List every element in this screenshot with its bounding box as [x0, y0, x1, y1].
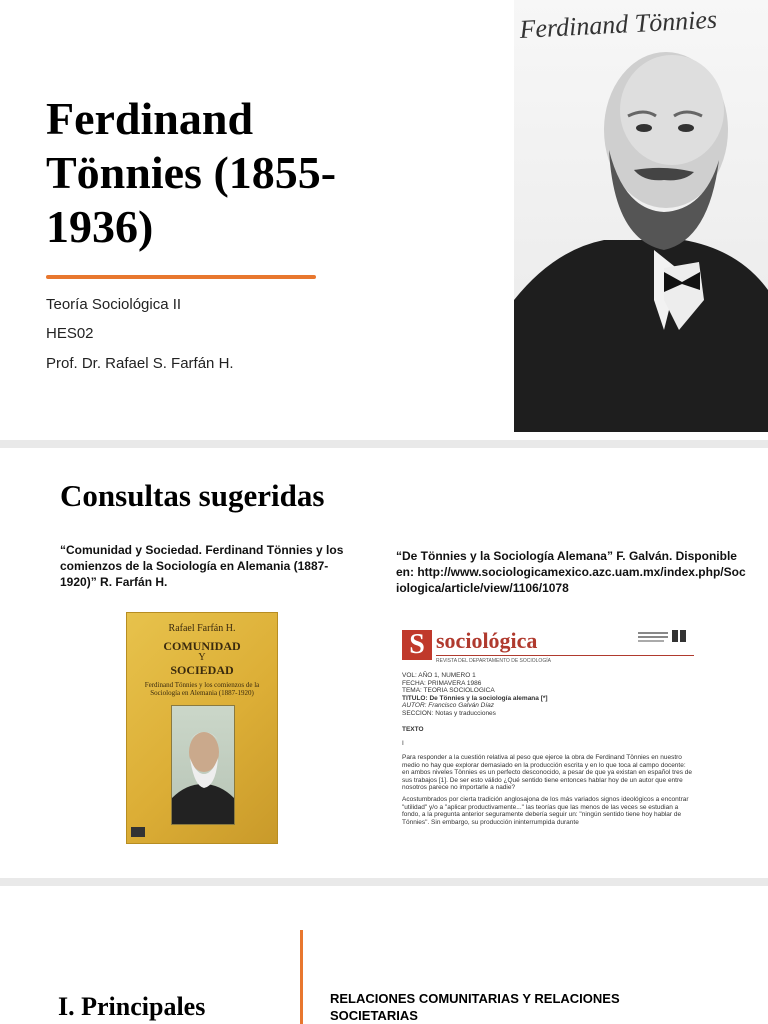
meta-line: VOL: AÑO 1, NUMERO 1: [402, 672, 476, 679]
journal-rule: [436, 655, 694, 656]
slide-references: [0, 448, 768, 878]
citation-article: “De Tönnies y la Sociología Alemana” F. Galván. Disponible en: http://www.sociologicamexico.azc.uam.mx/index.php/Sociologica/article/view/1106/1078: [396, 549, 746, 595]
book-title-3: SOCIEDAD: [170, 663, 234, 677]
uam-logo: [636, 630, 692, 650]
portrait-illustration: [514, 0, 768, 432]
meta-line: FECHA: PRIMAVERA 1986: [402, 679, 482, 687]
book-author: Rafael Farfán H.: [168, 623, 236, 634]
slide-principales: [0, 886, 768, 1024]
section-heading: Consultas sugeridas: [60, 478, 325, 513]
book-cover: [126, 612, 278, 844]
slide-title: [0, 0, 768, 440]
slide-divider: [0, 440, 768, 448]
title-line: Ferdinand: [46, 93, 254, 144]
course-code: HES02: [46, 325, 94, 342]
article-screenshot: [396, 624, 700, 828]
book-title-1: COMUNIDAD: [163, 639, 241, 653]
article-paragraph: Para responder a la cuestión relativa al peso que ejerce la obra de Ferdinand Tönnies en nuestro medio no hay que explorar demasiado en la producción escrita y en lo que toca al campo docente: en ambos niveles Tönnies es un perfecto desconocido, a pesar de que ya existan en español tres de sus trabajos [1]. De ser esto válido ¿Qué sentido tiene entonces hablar hoy de un autor que entre nosotros parece no importarle a nadie?: [402, 754, 693, 792]
main-title: [46, 92, 406, 254]
article-metadata: [402, 672, 694, 718]
article-paragraph: Acostumbrados por cierta tradición anglosajona de los más variados signos ideológicos a encontrar "utilidad" y/o a "aplicar productivamente..." las teorías que las menos de las veces se estudian a fondo, a la pregunta anterior seguramente debería seguir un: "ningún sentido tiene hoy hablar de Tönnies". Sin embargo, su producción ininterrumpida durante: [402, 796, 689, 826]
publisher-logo: [131, 827, 145, 837]
book-subtitle: Ferdinand Tönnies y los comienzos de la Sociología en Alemania (1887-1920): [144, 681, 260, 697]
journal-logo: S: [402, 630, 432, 660]
course-name: Teoría Sociológica II: [46, 296, 182, 313]
tonnies-portrait: [514, 0, 768, 432]
meta-line: AUTOR: Francisco Galván Díaz: [402, 702, 494, 710]
meta-line: SECCION: Notas y traducciones: [402, 709, 496, 717]
section-roman: I: [402, 740, 404, 747]
meta-line: TEMA: TEORIA SOCIOLOGICA: [402, 687, 495, 695]
texto-label: TEXTO: [402, 726, 424, 733]
title-line: 1936): [46, 201, 154, 252]
journal-subtitle: REVISTA DEL DEPARTAMENTO DE SOCIOLOGÍA: [436, 658, 551, 664]
professor-name: Prof. Dr. Rafael S. Farfán H.: [46, 355, 234, 372]
relations-heading: RELACIONES COMUNITARIAS Y RELACIONES SOCIETARIAS: [330, 991, 620, 1023]
title-line: Tönnies (1855-: [46, 147, 337, 198]
citation-book: “Comunidad y Sociedad. Ferdinand Tönnies y los comienzos de la Sociología en Alemania (1887-1920)” R. Farfán H.: [60, 543, 344, 589]
book-title-2: Y: [198, 652, 206, 663]
handwritten-signature: Ferdinand Tönnies: [518, 4, 718, 44]
slide-divider: [0, 878, 768, 886]
meta-line: TITULO: De Tönnies y la sociología alemana [*]: [402, 694, 548, 702]
accent-underline: [46, 275, 316, 279]
book-cover-portrait: [171, 705, 235, 825]
section-heading: I. Principales: [58, 992, 206, 1021]
journal-name: sociológica: [436, 628, 538, 653]
accent-vertical-line: [300, 930, 303, 1024]
